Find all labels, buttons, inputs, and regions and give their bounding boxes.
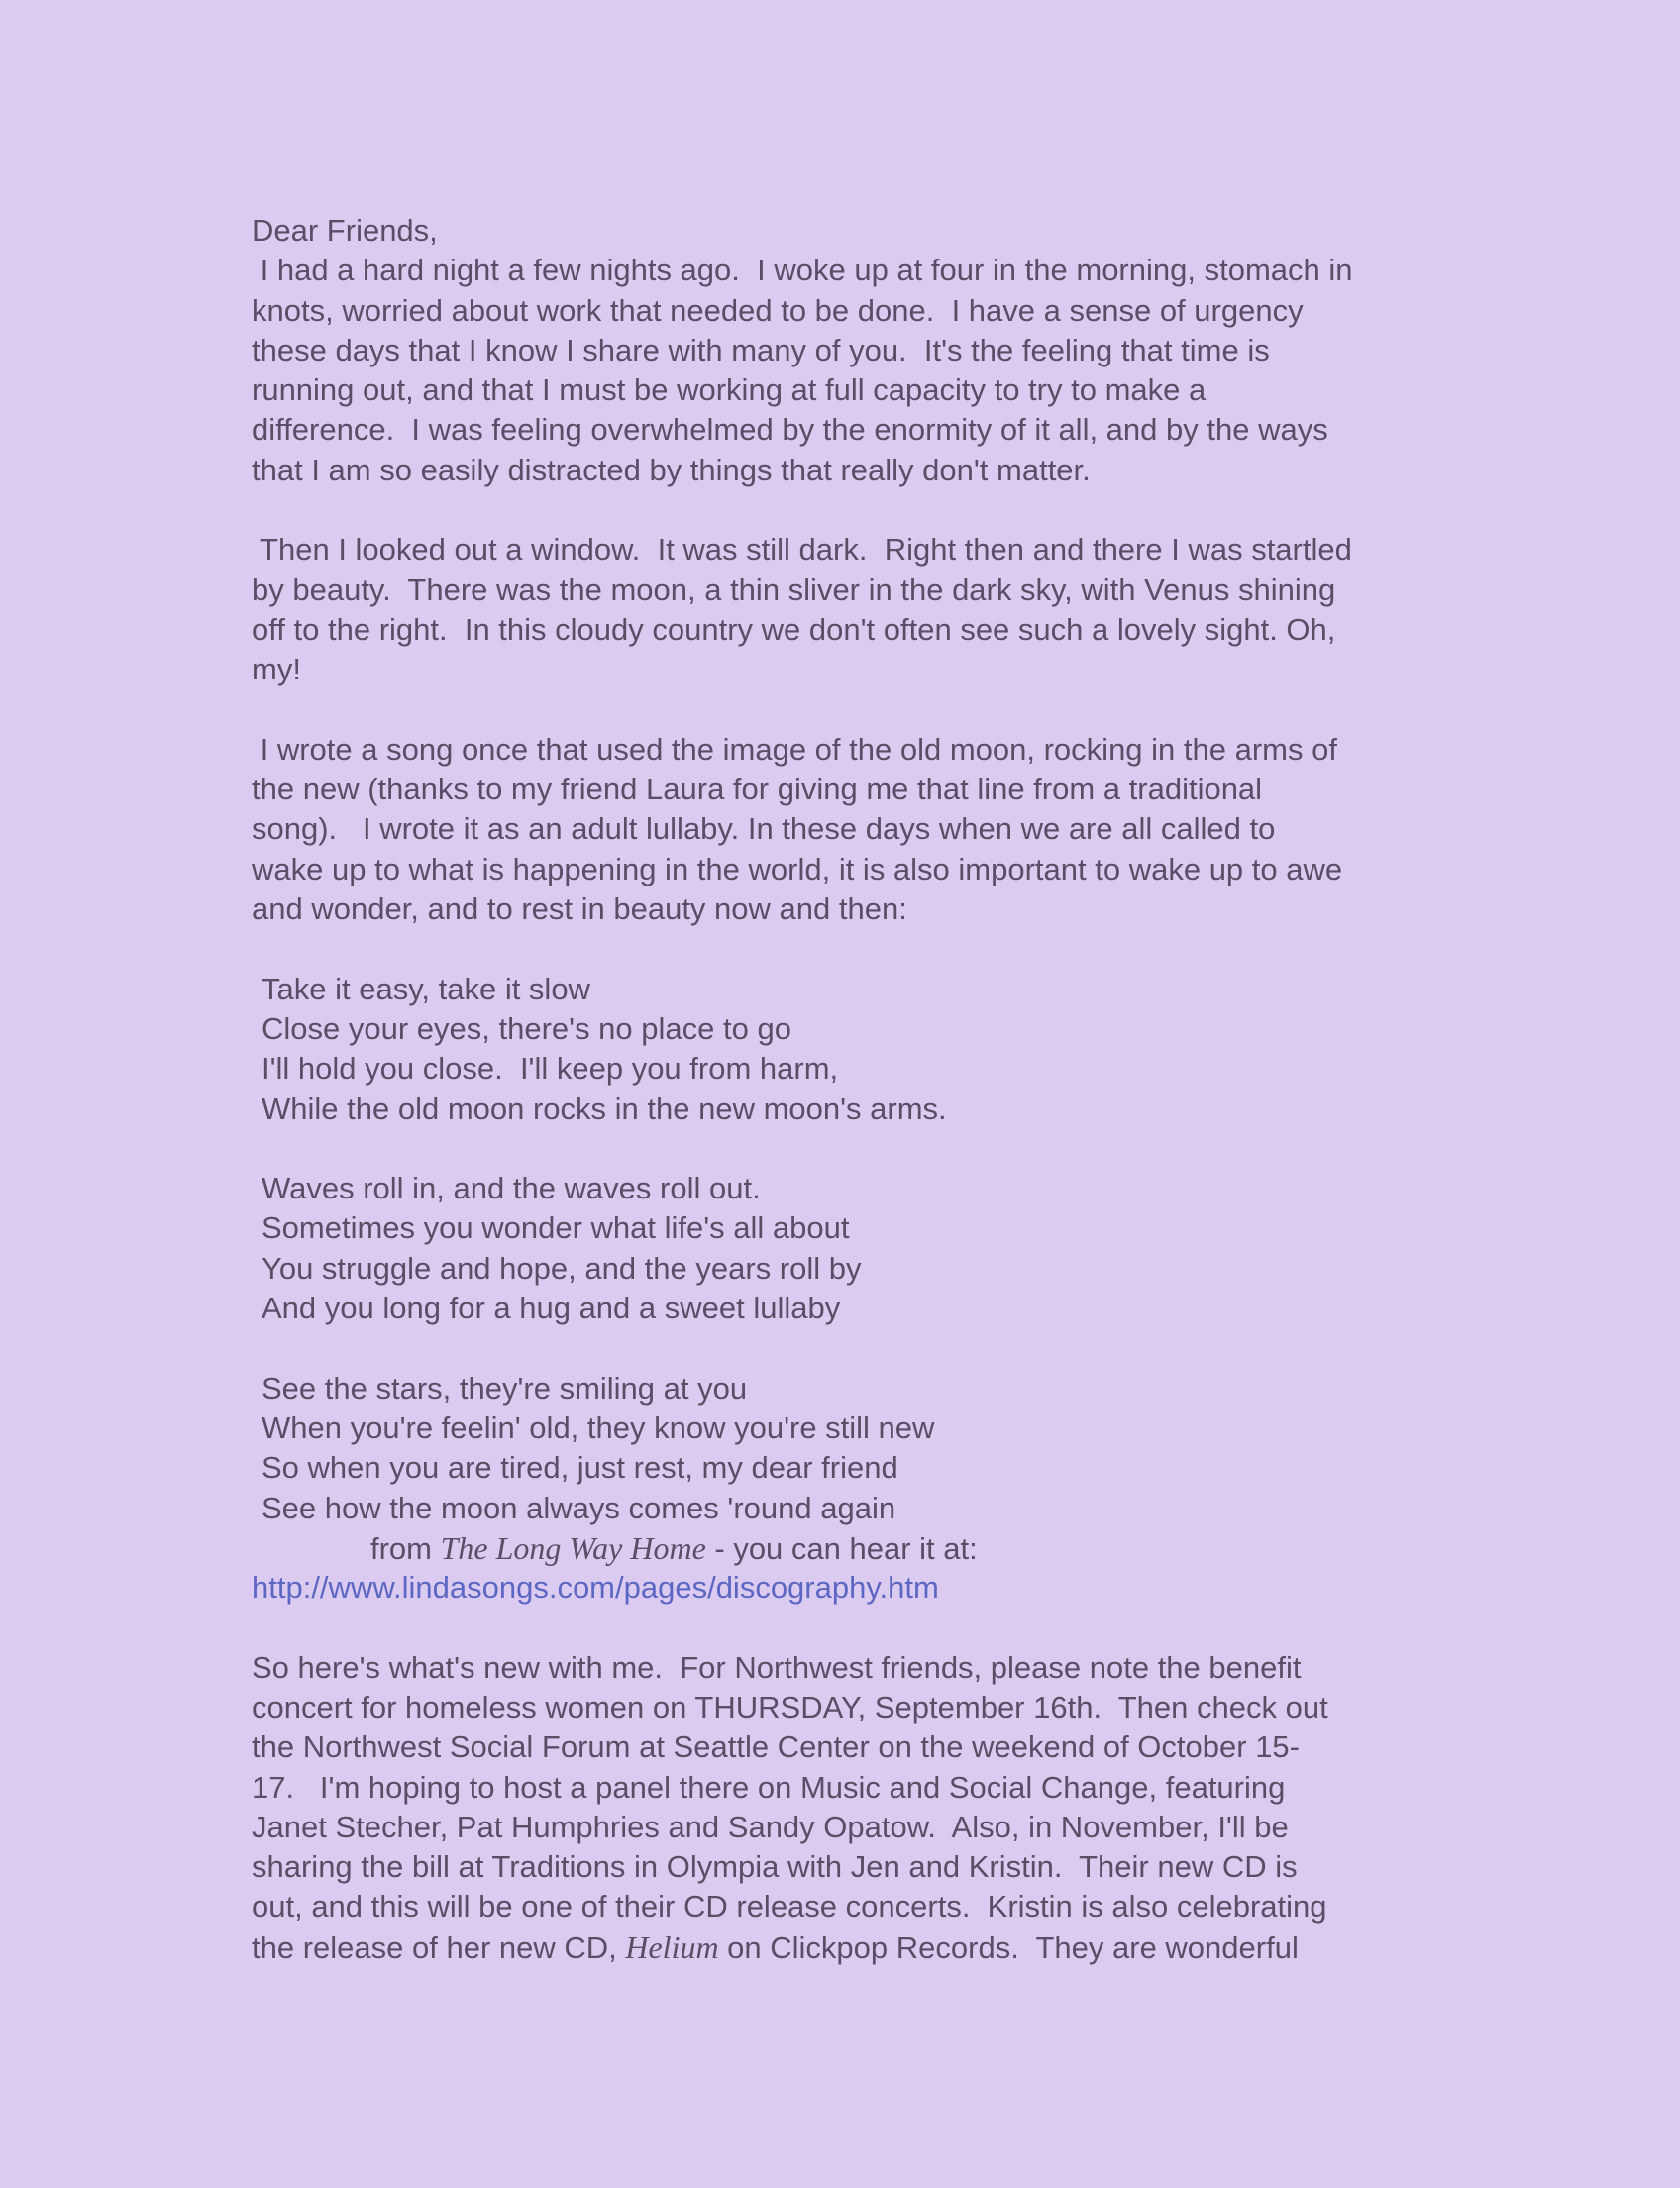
paragraph-line: and wonder, and to rest in beauty now and then:	[252, 891, 907, 927]
lyric-line: When you're feelin' old, they know you're still new	[262, 1409, 935, 1445]
paragraph-line: So here's what's new with me. For Northwest friends, please note the benefit	[252, 1649, 1302, 1685]
paragraph-line: these days that I know I share with many of you. It's the feeling that time is	[252, 332, 1270, 367]
source-prefix: from	[370, 1530, 441, 1566]
source-suffix: - you can hear it at:	[705, 1530, 978, 1566]
paragraph-line	[252, 1928, 1470, 1967]
paragraph-line: Then I looked out a window. It was still dark. Right then and there I was startled	[252, 532, 1352, 568]
spacer	[252, 1608, 1470, 1647]
paragraph-line: that I am so easily distracted by things that really don't matter.	[252, 452, 1091, 487]
lyric-line: See how the moon always comes 'round again	[262, 1490, 896, 1525]
paragraph-line: by beauty. There was the moon, a thin sliver in the dark sky, with Venus shining	[252, 572, 1336, 607]
paragraph-line: concert for homeless women on THURSDAY, September 16th. Then check out	[252, 1689, 1328, 1724]
lyric-line: Close your eyes, there's no place to go	[262, 1010, 791, 1046]
lyric-line: While the old moon rocks in the new moon's arms.	[262, 1091, 947, 1126]
spacer	[252, 690, 1470, 730]
paragraph-line: 17. I'm hoping to host a panel there on Music and Social Change, featuring	[252, 1769, 1286, 1805]
paragraph-line: off to the right. In this cloudy country we don't often see such a lovely sight. Oh,	[252, 611, 1336, 647]
paragraph-line: I had a hard night a few nights ago. I woke up at four in the morning, stomach in	[252, 253, 1353, 288]
discography-link-line	[252, 1568, 1470, 1608]
paragraph-line: I wrote a song once that used the image of the old moon, rocking in the arms of	[252, 731, 1337, 767]
letter-body	[252, 211, 1470, 1967]
paragraph-line: the Northwest Social Forum at Seattle Center on the weekend of October 15-	[252, 1729, 1300, 1765]
last-line-after: on Clickpop Records. They are wonderful	[718, 1929, 1299, 1965]
song-source	[252, 1528, 1470, 1568]
lyric-verse-3	[252, 1369, 1470, 1528]
lyric-line: Take it easy, take it slow	[262, 971, 590, 1006]
spacer	[252, 490, 1470, 530]
lyric-line: Sometimes you wonder what life's all about	[262, 1210, 850, 1246]
paragraph-2	[252, 530, 1470, 689]
album-title: The Long Way Home	[440, 1529, 706, 1566]
paragraph-line: running out, and that I must be working at full capacity to try to make a	[252, 372, 1207, 408]
paragraph-line: song). I wrote it as an adult lullaby. In these days when we are all called to	[252, 811, 1276, 847]
greeting: Dear Friends,	[252, 213, 438, 248]
lyric-line: You struggle and hope, and the years roll by	[262, 1250, 862, 1286]
paragraph-line: out, and this will be one of their CD release concerts. Kristin is also celebrating	[252, 1889, 1327, 1925]
last-line-before: the release of her new CD,	[252, 1929, 626, 1965]
discography-link[interactable]: http://www.lindasongs.com/pages/discography.htm	[252, 1570, 939, 1606]
lyric-verse-1	[252, 970, 1470, 1129]
paragraph-1	[252, 251, 1470, 490]
lyric-line: Waves roll in, and the waves roll out.	[262, 1171, 761, 1206]
paragraph-4	[252, 1648, 1470, 1967]
paragraph-line: the new (thanks to my friend Laura for giving me that line from a traditional	[252, 772, 1263, 807]
lyric-line: And you long for a hug and a sweet lullaby	[262, 1291, 841, 1326]
paragraph-line: difference. I was feeling overwhelmed by the enormity of it all, and by the ways	[252, 412, 1328, 448]
paragraph-line: knots, worried about work that needed to be done. I have a sense of urgency	[252, 292, 1304, 328]
lyric-line: I'll hold you close. I'll keep you from harm,	[262, 1051, 839, 1087]
paragraph-3	[252, 730, 1470, 929]
lyric-verse-2	[252, 1169, 1470, 1328]
lyric-line: So when you are tired, just rest, my dear friend	[262, 1450, 898, 1486]
paragraph-line: wake up to what is happening in the world, it is also important to wake up to awe	[252, 851, 1343, 886]
spacer	[252, 1129, 1470, 1169]
paragraph-line: Janet Stecher, Pat Humphries and Sandy Opatow. Also, in November, I'll be	[252, 1809, 1289, 1844]
cd-title: Helium	[625, 1928, 719, 1965]
paragraph-line: my!	[252, 652, 301, 687]
spacer	[252, 929, 1470, 969]
lyric-line: See the stars, they're smiling at you	[262, 1370, 748, 1406]
spacer	[252, 1328, 1470, 1368]
paragraph-line: sharing the bill at Traditions in Olympia with Jen and Kristin. Their new CD is	[252, 1849, 1298, 1885]
